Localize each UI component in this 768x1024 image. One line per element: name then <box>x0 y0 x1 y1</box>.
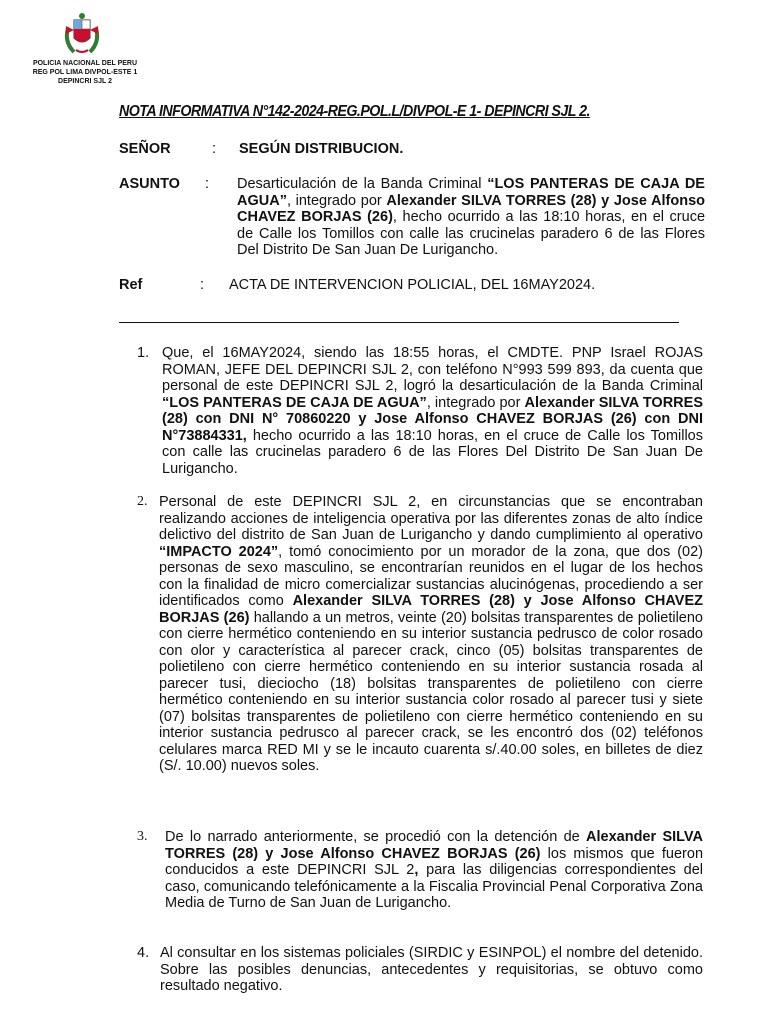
org-line: POLICIA NACIONAL DEL PERU <box>32 60 138 67</box>
ref-label: Ref <box>119 277 143 293</box>
item-bold-run: “IMPACTO 2024” <box>159 543 279 560</box>
item-text-run: , tomó conocimiento por un morador de la zona, que dos (02) personas de sexo masculino, se encontrarían reunidos en el lugar de los hechos con la finalidad de micro comercializar sustancias alucinógenas, procediendo a ser identificados como <box>159 543 703 609</box>
ref-colon: : <box>200 277 205 293</box>
asunto-text: , integrado por <box>286 192 387 209</box>
document-title: NOTA INFORMATIVA N°142-2024-REG.POL.L/DIVPOL-E 1- DEPINCRI SJL 2. <box>119 103 590 120</box>
item-text <box>159 494 703 775</box>
item-text-run: Personal de este DEPINCRI SJL 2, en circunstancias que se encontraban realizando acciones de inteligencia operativa por las diferentes zonas de alto índice delictivo del distrito de San Juan de Lurigancho y dando cumplimiento al operativo <box>159 494 703 543</box>
org-line: REG POL LIMA DIVPOL-ESTE 1 <box>32 69 138 76</box>
item-bold-run: Alexander SILVA TORRES (28) y Jose Alfonso CHAVEZ BORJAS (26) <box>159 593 703 626</box>
item-number: 3. <box>137 829 148 844</box>
asunto-label: ASUNTO <box>119 176 180 192</box>
item-text-run: De lo narrado anteriormente, se procedió con la detención de <box>165 829 587 845</box>
item-text <box>160 945 703 995</box>
organization-header <box>20 59 150 86</box>
senor-value: SEGÚN DISTRIBUCION. <box>239 141 404 157</box>
item-text <box>162 345 703 477</box>
asunto-colon: : <box>205 176 210 192</box>
asunto-value <box>237 176 705 259</box>
item-text <box>165 829 703 912</box>
item-bold-run: , <box>414 862 419 878</box>
item-number: 1. <box>137 345 150 361</box>
org-line: DEPINCRI SJL 2 <box>58 78 112 85</box>
item-text-run: Que, el 16MAY2024, siendo las 18:55 horas, el CMDTE. PNP Israel ROJAS ROMAN, JEFE DEL DEPINCRI SJL 2, con teléfono N°993 599 893, da cuenta que personal de este DEPINCRI SJL 2, logró la desarticulación de la Banda Criminal <box>162 345 703 394</box>
senor-label: SEÑOR <box>119 141 171 157</box>
senor-colon: : <box>212 141 217 157</box>
item-bold-run: Alexander SILVA TORRES (28) con DNI N° 70860220 y Jose Alfonso CHAVEZ BORJAS (26) con DNI N°73884331, <box>162 394 703 444</box>
item-text-run: hecho ocurrido a las 18:10 horas, en el cruce de Calle los Tomillos con calle las crucinelas paradero 6 de las Flores Del Distrito De San Juan De Lurigancho. <box>162 427 703 477</box>
asunto-gang-name: “LOS PANTERAS DE CAJA DE AGUA” <box>237 176 705 209</box>
item-text-run: para las diligencias correspondientes del caso, comunicando telefónicamente a la Fiscalia Provincial Penal Corporativa Zona Media de Turno de San Juan de Lurigancho. <box>165 862 703 911</box>
separator-line <box>119 322 679 323</box>
asunto-detainees: Alexander SILVA TORRES (28) y Jose Alfonso CHAVEZ BORJAS (26) <box>237 192 705 225</box>
item-text-run: , integrado por <box>426 394 525 411</box>
item-bold-run: Alexander SILVA TORRES (28) y Jose Alfonso CHAVEZ BORJAS (26) <box>165 829 703 862</box>
ref-value: ACTA DE INTERVENCION POLICIAL, DEL 16MAY2024. <box>229 277 596 293</box>
item-text-run: hallando a un metros, veinte (20) bolsitas transparentes de polietileno con cierre hermético conteniendo en su interior sustancia pedrusco de color rosado con olor y característica al parecer crack, cinco (05) bolsitas transparentes de polietileno con cierre hermético conteniendo en su interior sustancia rosada al parecer tusi, dieciocho (18) bolsitas transparentes de polietileno con cierre hermético conteniendo en su interior sustancia color rosado al parecer tusi y siete (07) bolsitas transparentes de polietileno con cierre hermético conteniendo en su interior sustancia pedrusco al parecer crack, se les encontró dos (02) teléfonos celulares marca RED MI y se le incauto cuarenta s/.40.00 soles, en billetes de diez (S/. 10.00) nuevos soles. <box>159 609 703 774</box>
asunto-text: , hecho ocurrido a las 18:10 horas, en el cruce de Calle los Tomillos con calle las crucinelas paradero 6 de las Flores Del Distrito De San Juan De Lurigancho. <box>237 209 706 258</box>
item-number: 2. <box>137 494 148 509</box>
peru-coat-of-arms-icon <box>60 12 104 56</box>
item-bold-run: “LOS PANTERAS DE CAJA DE AGUA” <box>162 394 427 411</box>
asunto-text: Desarticulación de la Banda Criminal <box>237 176 488 192</box>
item-number: 4. <box>137 945 150 961</box>
item-text-run: los mismos que fueron conducidos a este DEPINCRI SJL 2 <box>165 845 704 878</box>
item-text-run: Al consultar en los sistemas policiales (SIRDIC y ESINPOL) el nombre del detenido. Sobre las posibles denuncias, antecedentes y requisitorias, se obtuvo como resultado negativo. <box>160 945 703 994</box>
